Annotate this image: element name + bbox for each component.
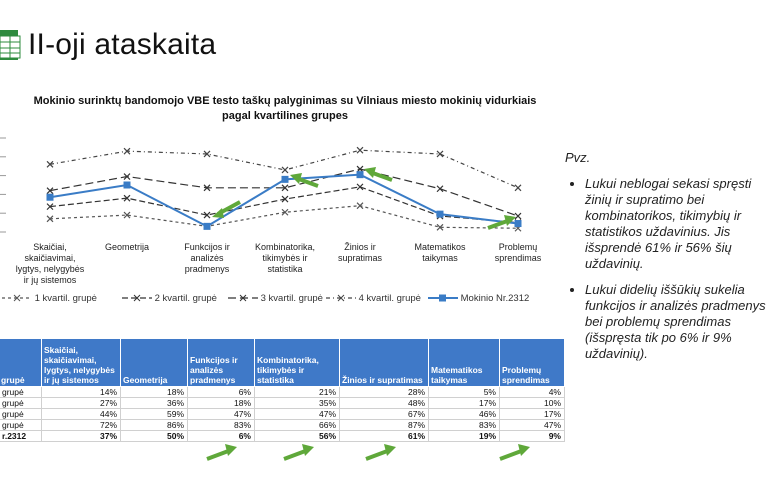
- data-point: [357, 184, 363, 190]
- chart-title: Mokinio surinktų bandomojo VBE testo taškų palyginimas su Vilniaus miesto mokinių vidurkiais pagal kvartilines grupes: [33, 95, 537, 122]
- row-label: r.2312: [0, 431, 42, 442]
- table-cell: 87%: [340, 420, 429, 431]
- legend-label: 4 kvartil. grupė: [356, 293, 421, 304]
- data-point: [437, 151, 443, 157]
- row-label: grupė: [0, 398, 42, 409]
- legend-swatch: [122, 293, 152, 303]
- arrow-icon: [205, 443, 239, 463]
- table-cell: 48%: [340, 398, 429, 409]
- data-point: [357, 147, 363, 153]
- table-cell: 14%: [42, 387, 121, 398]
- x-tick-label: Funkcijos ir analizės pradmenys: [184, 242, 230, 274]
- table-cell: 21%: [255, 387, 340, 398]
- table-cell: 5%: [429, 387, 500, 398]
- legend-item: [122, 293, 217, 304]
- legend-label: 3 kvartil. grupė: [258, 293, 323, 304]
- table-cell: 72%: [42, 420, 121, 431]
- data-point: [515, 185, 521, 191]
- table-row: [0, 431, 565, 442]
- table-cell: 83%: [429, 420, 500, 431]
- note-bullet-2: • Lukui didelių iššūkių sukelia funkcijos ir analizės pradmenys bei problemų sprendimas (išspręsta tik po 6% ir 9% uždavinių).: [585, 282, 772, 362]
- notes-panel: [565, 150, 772, 372]
- row-label: grupė: [0, 420, 42, 431]
- data-point: [47, 194, 54, 201]
- x-tick-label: Problemų sprendimas: [494, 242, 542, 263]
- notes-list: [565, 176, 772, 362]
- table-header-cell: Skaičiai, skaičiavimai, lygtys, nelygybės ir jų sistemos: [42, 339, 121, 387]
- series-line: [50, 187, 518, 223]
- arrow-icon: [498, 443, 532, 463]
- arrow-icon: [362, 166, 394, 184]
- data-point: [124, 182, 131, 189]
- table-cell: 59%: [121, 409, 188, 420]
- table-cell: 61%: [340, 431, 429, 442]
- arrow-icon: [486, 214, 518, 232]
- table-cell: 67%: [340, 409, 429, 420]
- table-cell: 46%: [429, 409, 500, 420]
- table-header-cell: Geometrija: [121, 339, 188, 387]
- table-cell: 27%: [42, 398, 121, 409]
- table-cell: 44%: [42, 409, 121, 420]
- table-cell: 19%: [429, 431, 500, 442]
- table-cell: 47%: [188, 409, 255, 420]
- table-cell: 83%: [188, 420, 255, 431]
- table-cell: 18%: [188, 398, 255, 409]
- legend-label: Mokinio Nr.2312: [458, 293, 530, 304]
- x-tick-label: Skaičiai, skaičiavimai, lygtys, nelygybės ir jų sistemos: [15, 242, 85, 285]
- table-header-cell: Funkcijos ir analizės pradmenys: [188, 339, 255, 387]
- table-cell: 9%: [500, 431, 565, 442]
- slide-title: II-oji ataskaita: [28, 28, 217, 61]
- table-cell: 86%: [121, 420, 188, 431]
- table-cell: 28%: [340, 387, 429, 398]
- notes-example-label: Pvz.: [565, 150, 591, 165]
- x-tick-label: Matematikos taikymas: [414, 242, 466, 263]
- data-point: [204, 223, 211, 230]
- excel-icon: [0, 28, 24, 64]
- table-header-cell: Matematikos taikymas: [429, 339, 500, 387]
- table-header-cell: Problemų sprendimas: [500, 339, 565, 387]
- table-header-cell: grupė: [0, 339, 42, 387]
- table-cell: 6%: [188, 431, 255, 442]
- arrow-icon: [364, 443, 398, 463]
- legend-item: [428, 293, 529, 304]
- arrow-icon: [210, 198, 242, 220]
- legend-item: [326, 293, 421, 304]
- table-cell: 18%: [121, 387, 188, 398]
- table-cell: 47%: [255, 409, 340, 420]
- arrow-icon: [282, 443, 316, 463]
- arrow-icon: [288, 172, 320, 190]
- table-header-cell: Žinios ir supratimas: [340, 339, 429, 387]
- legend-swatch: [2, 293, 32, 303]
- legend-label: 1 kvartil. grupė: [32, 293, 97, 304]
- row-label: grupė: [0, 409, 42, 420]
- legend-item: [228, 293, 323, 304]
- table-cell: 4%: [500, 387, 565, 398]
- table-row: [0, 420, 565, 431]
- table-cell: 10%: [500, 398, 565, 409]
- data-table: [0, 338, 565, 442]
- table-row: [0, 409, 565, 420]
- table-cell: 36%: [121, 398, 188, 409]
- table-cell: 50%: [121, 431, 188, 442]
- table-cell: 47%: [500, 420, 565, 431]
- row-label: grupė: [0, 387, 42, 398]
- table-row: [0, 387, 565, 398]
- table-cell: 66%: [255, 420, 340, 431]
- table-cell: 37%: [42, 431, 121, 442]
- x-tick-label: Geometrija: [104, 242, 150, 252]
- legend-swatch: [428, 293, 458, 303]
- legend-swatch: [228, 293, 258, 303]
- note-bullet-1: • Lukui neblogai sekasi spręsti žinių ir supratimo bei kombinatorikos, tikimybių ir statistikos uždavinius. Jis išsprendė 61% ir 56% šių uždavinių.: [585, 176, 772, 272]
- x-tick-label: Žinios ir supratimas: [337, 242, 383, 263]
- table-header-cell: Kombinatorika, tikimybės ir statistika: [255, 339, 340, 387]
- data-point: [437, 211, 444, 218]
- table-cell: 6%: [188, 387, 255, 398]
- legend-swatch: [326, 293, 356, 303]
- data-point: [437, 186, 443, 192]
- legend-label: 2 kvartil. grupė: [152, 293, 217, 304]
- x-tick-label: Kombinatorika, tikimybės ir statistika: [254, 242, 316, 274]
- line-chart: [0, 128, 560, 288]
- table-row: [0, 398, 565, 409]
- table-cell: 17%: [500, 409, 565, 420]
- legend-item: [2, 293, 97, 304]
- table-cell: 35%: [255, 398, 340, 409]
- table-cell: 17%: [429, 398, 500, 409]
- table-cell: 56%: [255, 431, 340, 442]
